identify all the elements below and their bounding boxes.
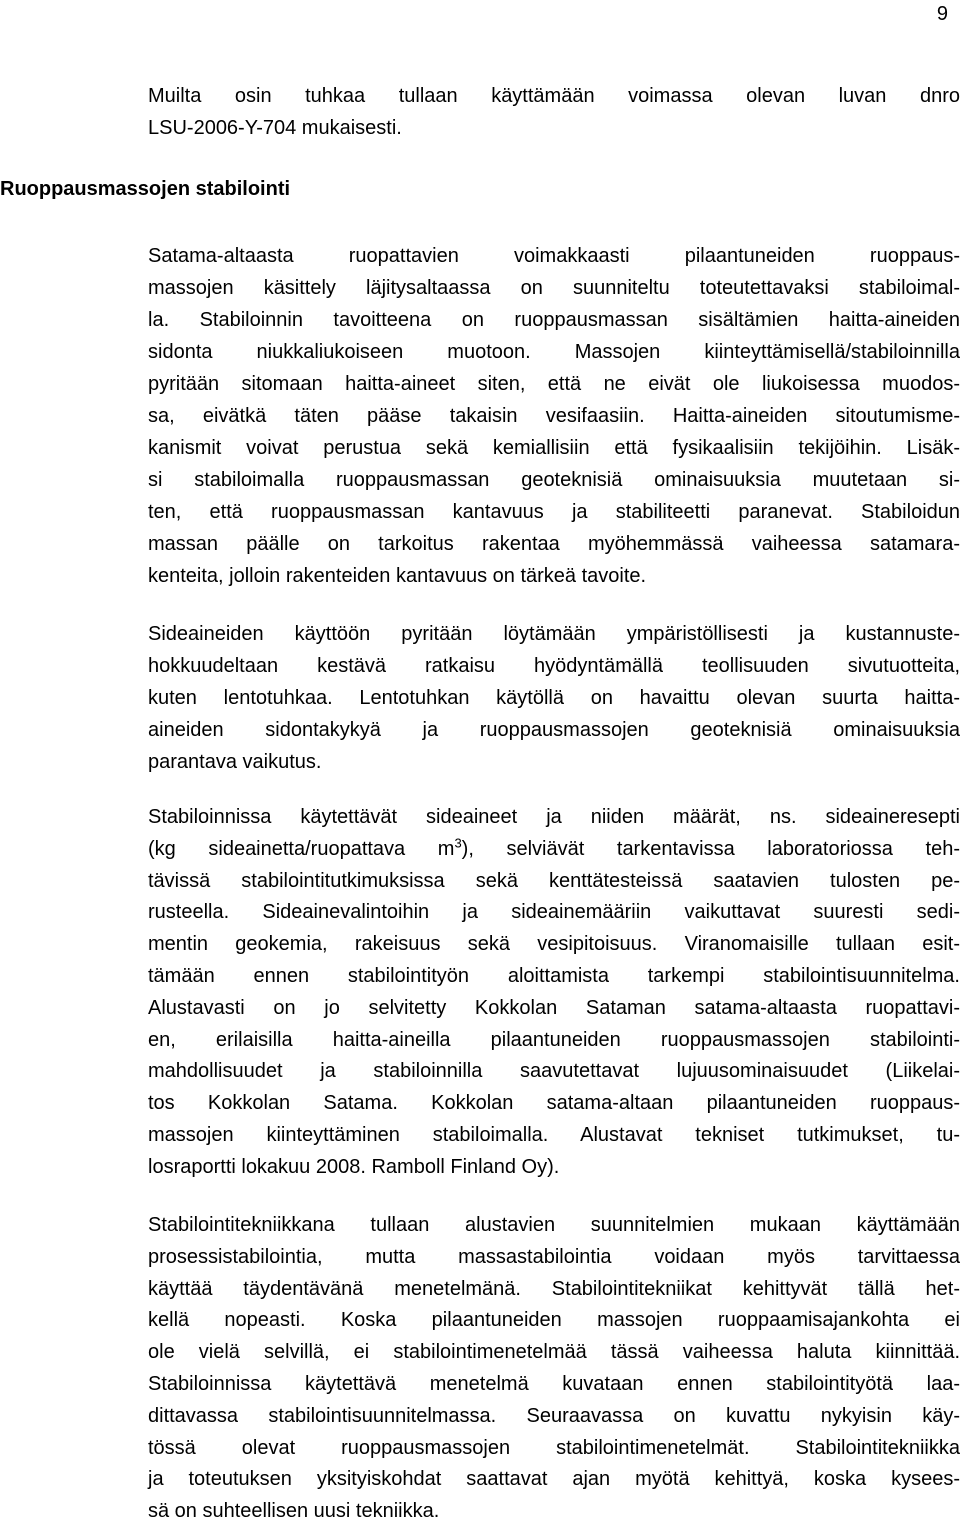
text-line: kanismit voivat perustua sekä kemiallisiin että fysikaalisiin tekijöihin. Lisäk- [148,437,960,459]
text-line: sidonta niukkaliukoiseen muotoon. Massojen kiinteyttämisellä/stabiloinnilla [148,341,960,363]
paragraph-ash-use [148,80,960,144]
text-line: si stabiloimalla ruoppausmassan geoteknisiä ominaisuuksia muutetaan si- [148,469,960,491]
text-line: tos Kokkolan Satama. Kokkolan satama-altaan pilaantuneiden ruoppaus- [148,1092,960,1115]
text-line: tävissä stabilointitutkimuksissa sekä kenttätesteissä saatavien tulosten pe- [148,869,960,892]
text-line: aineiden sidontakykyä ja ruoppausmassojen geoteknisiä ominaisuuksia [148,719,960,741]
text-line: tössä olevat ruoppausmassojen stabilointimenetelmät. Stabilointitekniikka [148,1436,960,1459]
text-line: ja toteutuksen yksityiskohdat saattavat ajan myötä kehittyä, koska kysees- [148,1468,960,1491]
superscript: 3 [454,835,462,851]
text-line: kellä nopeasti. Koska pilaantuneiden massojen ruoppaamisajankohta ei [148,1309,960,1332]
text-line: Sideaineiden käyttöön pyritään löytämään ympäristöllisesti ja kustannuste- [148,623,960,645]
text-line: Stabilointitekniikkana tullaan alustavien suunnitelmien mukaan käyttämään [148,1214,960,1236]
text-line: sä on suhteellisen uusi tekniikka. [148,1500,440,1523]
text-line: Muilta osin tuhkaa tullaan käyttämään voimassa olevan luvan dnro [148,85,960,107]
text-line: parantava vaikutus. [148,751,322,773]
text-line: ten, että ruoppausmassan kantavuus ja stabiliteetti paranevat. Stabiloidun [148,501,960,523]
paragraph-stabilization-technique [148,1210,960,1528]
text-line: massojen kiinteyttäminen stabiloimalla. Alustavat tekniset tutkimukset, tu- [148,1123,960,1146]
text-line: pyritään sitomaan haitta-aineet siten, että ne eivät ole liukoisessa muodos- [148,373,960,395]
text-line: massojen käsittely läjitysaltaassa on suunniteltu toteutettavaksi stabiloimal- [148,277,960,299]
text-line: LSU-2006-Y-704 mukaisesti. [148,117,402,139]
text-line: Stabiloinnissa käytettävät sideaineet ja niiden määrät, ns. sideaineresepti [148,806,960,828]
text-line: massan päälle on tarkoitus rakentaa myöhemmässä vaiheessa satamara- [148,533,960,555]
text-line: mahdollisuudet ja stabiloinnilla saavutettavat lujuusominaisuudet (Liikelai- [148,1060,960,1083]
text-line: Alustavasti on jo selvitetty Kokkolan Sataman satama-altaasta ruopattavi- [148,996,960,1019]
text-line: kenteita, jolloin rakenteiden kantavuus on tärkeä tavoite. [148,565,647,587]
text-line: mentin geokemia, rakeisuus sekä vesipitoisuus. Viranomaisille tullaan esit- [148,933,960,956]
paragraph-binders [148,618,960,778]
text-line: tämään ennen stabilointityön aloittamista tarkempi stabilointisuunnitelma. [148,964,960,987]
text-fragment: (kg sideainetta/ruopattava m [148,837,455,860]
text-line: prosessistabilointia, mutta massastabilointia voidaan myös tarvittaessa [148,1245,960,1268]
text-line: käyttää täydentävänä menetelmänä. Stabilointitekniikat kehittyvät tällä het- [148,1277,960,1300]
paragraph-binder-recipe [148,802,960,1184]
text-line: kuten lentotuhkaa. Lentotuhkan käytöllä on havaittu olevan suurta haitta- [148,687,960,709]
text-line: en, erilaisilla haitta-aineilla pilaantuneiden ruoppausmassojen stabilointi- [148,1028,960,1051]
text-line: Stabiloinnissa käytettävä menetelmä kuvataan ennen stabilointityötä laa- [148,1372,960,1395]
text-line: dittavassa stabilointisuunnitelmassa. Seuraavassa on kuvattu nykyisin käy- [148,1404,960,1427]
paragraph-stabilization-overview [148,240,960,592]
text-line: ole vielä selvillä, ei stabilointimenetelmää tässä vaiheessa haluta kiinnittää. [148,1341,960,1364]
text-line: hokkuudeltaan kestävä ratkaisu hyödyntämällä teollisuuden sivutuotteita, [148,655,960,677]
text-line [148,834,960,866]
text-fragment: ), selviävät tarkentavissa laboratoriossa teh- [461,837,960,860]
text-line: Satama-altaasta ruopattavien voimakkaasti pilaantuneiden ruoppaus- [148,245,960,267]
page-number: 9 [936,3,948,25]
section-heading: Ruoppausmassojen stabilointi [0,178,291,200]
text-line: losraportti lokakuu 2008. Ramboll Finland Oy). [148,1155,560,1178]
text-line: rusteella. Sideainevalintoihin ja sideainemääriin vaikuttavat suuresti sedi- [148,901,960,924]
text-line: la. Stabiloinnin tavoitteena on ruoppausmassan sisältämien haitta-aineiden [148,309,960,331]
text-line: sa, eivätkä täten pääse takaisin vesifaasiin. Haitta-aineiden sitoutumisme- [148,405,960,427]
